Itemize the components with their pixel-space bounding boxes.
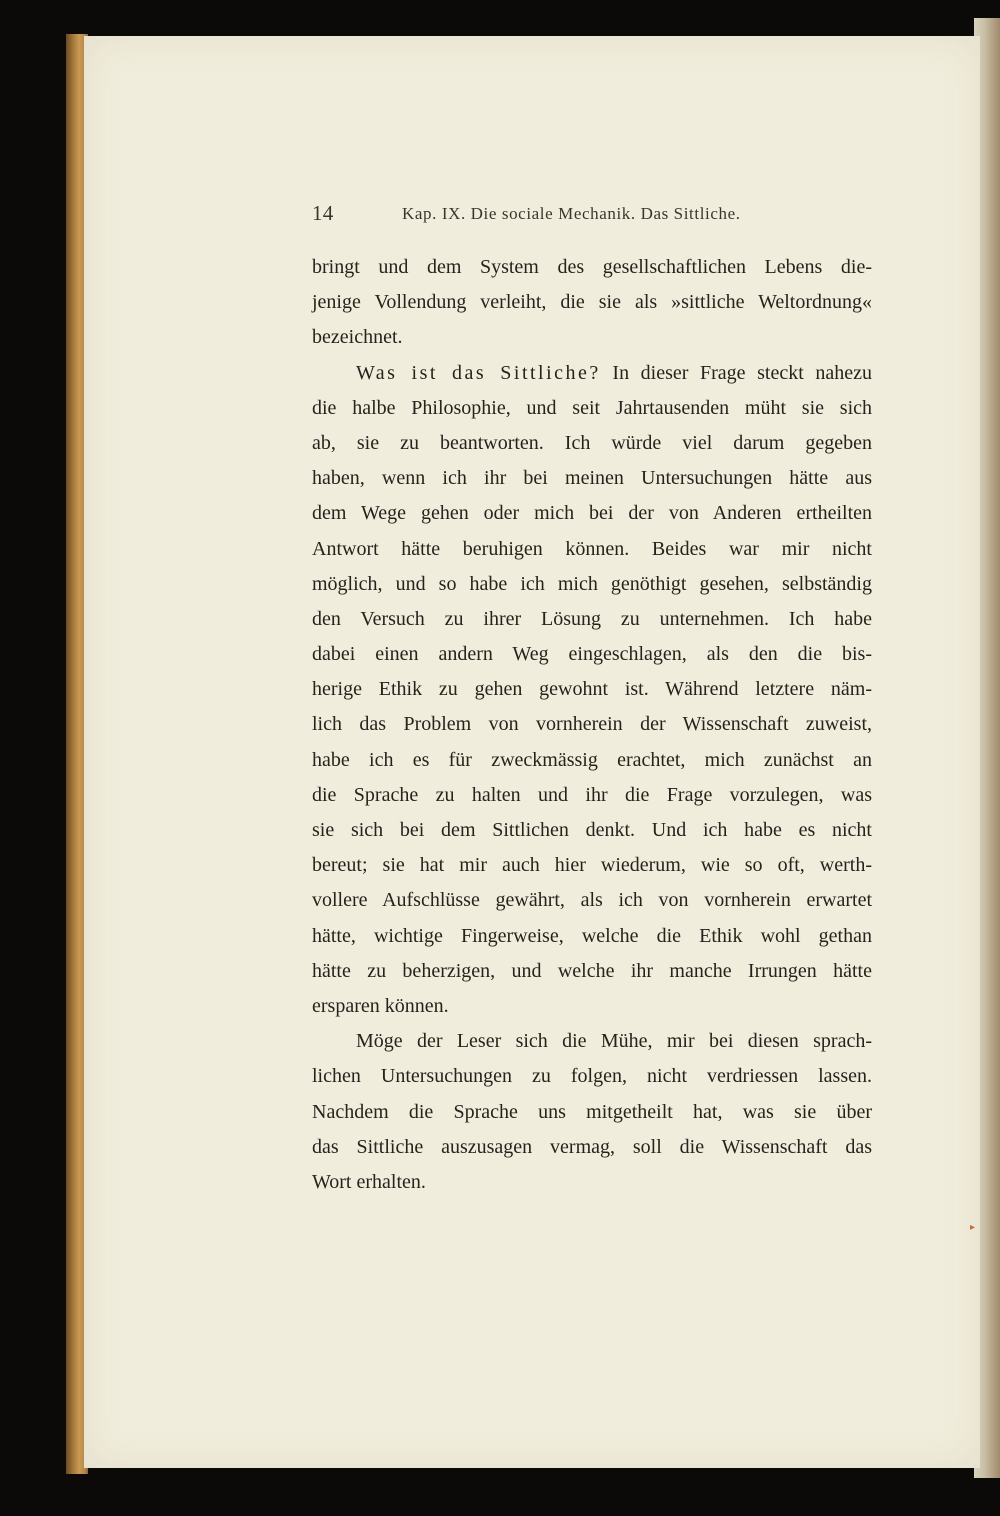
text-line: ab, sie zu beantworten. Ich würde viel darum gegeben (312, 431, 872, 454)
text-line: Wort erhalten. (312, 1170, 426, 1193)
text-line: ersparen können. (312, 994, 449, 1017)
text-line: Antwort hätte beruhigen können. Beides war mir nicht (312, 537, 872, 560)
text-line: bereut; sie hat mir auch hier wiederum, wie so oft, werth- (312, 854, 872, 877)
text-line: lichen Untersuchungen zu folgen, nicht verdriessen lassen. (312, 1065, 872, 1088)
text-line: lich das Problem von vornherein der Wissenschaft zuweist, (312, 713, 872, 736)
text-line: die halbe Philosophie, und seit Jahrtausenden müht sie sich (312, 396, 872, 419)
body-text (312, 250, 872, 1200)
page-number: 14 (312, 201, 334, 225)
text-line (312, 356, 872, 391)
emphasized-question: Was ist das Sittliche? (356, 361, 601, 384)
text-line: dabei einen andern Weg eingeschlagen, als den die bis- (312, 643, 872, 666)
margin-mark-icon: ▸ (970, 1222, 976, 1233)
text-line: haben, wenn ich ihr bei meinen Untersuchungen hätte aus (312, 467, 872, 490)
running-header (312, 201, 782, 231)
text-line: hätte zu beherzigen, und welche ihr manche Irrungen hätte (312, 959, 872, 982)
text-line: vollere Aufschlüsse gewährt, als ich von vornherein erwartet (312, 889, 872, 912)
text-line: möglich, und so habe ich mich genöthigt gesehen, selbständig (312, 572, 872, 595)
text-line: die Sprache zu halten und ihr die Frage vorzulegen, was (312, 783, 872, 806)
text-line: jenige Vollendung verleiht, die sie als »sittliche Weltordnung« (312, 291, 872, 314)
text-line: habe ich es für zweckmässig erachtet, mich zunächst an (312, 748, 872, 771)
text-line: hätte, wichtige Fingerweise, welche die Ethik wohl gethan (312, 924, 872, 947)
chapter-heading: Kap. IX. Die sociale Mechanik. Das Sittliche. (402, 204, 741, 223)
text-line: dem Wege gehen oder mich bei der von Anderen ertheilten (312, 502, 872, 525)
text-line: sie sich bei dem Sittlichen denkt. Und ich habe es nicht (312, 819, 872, 841)
text-line: bringt und dem System des gesellschaftlichen Lebens die- (312, 256, 872, 278)
text-line: das Sittliche auszusagen vermag, soll die Wissenschaft das (312, 1135, 872, 1158)
text-line: herige Ethik zu gehen gewohnt ist. Während letztere näm- (312, 678, 872, 701)
text-line: Möge der Leser sich die Mühe, mir bei diesen sprach- (356, 1030, 872, 1053)
text-line: Nachdem die Sprache uns mitgetheilt hat, was sie über (312, 1100, 872, 1123)
text-fragment: In dieser Frage steckt nahezu (600, 361, 873, 384)
text-line: bezeichnet. (312, 326, 403, 349)
text-line: den Versuch zu ihrer Lösung zu unternehmen. Ich habe (312, 607, 872, 630)
